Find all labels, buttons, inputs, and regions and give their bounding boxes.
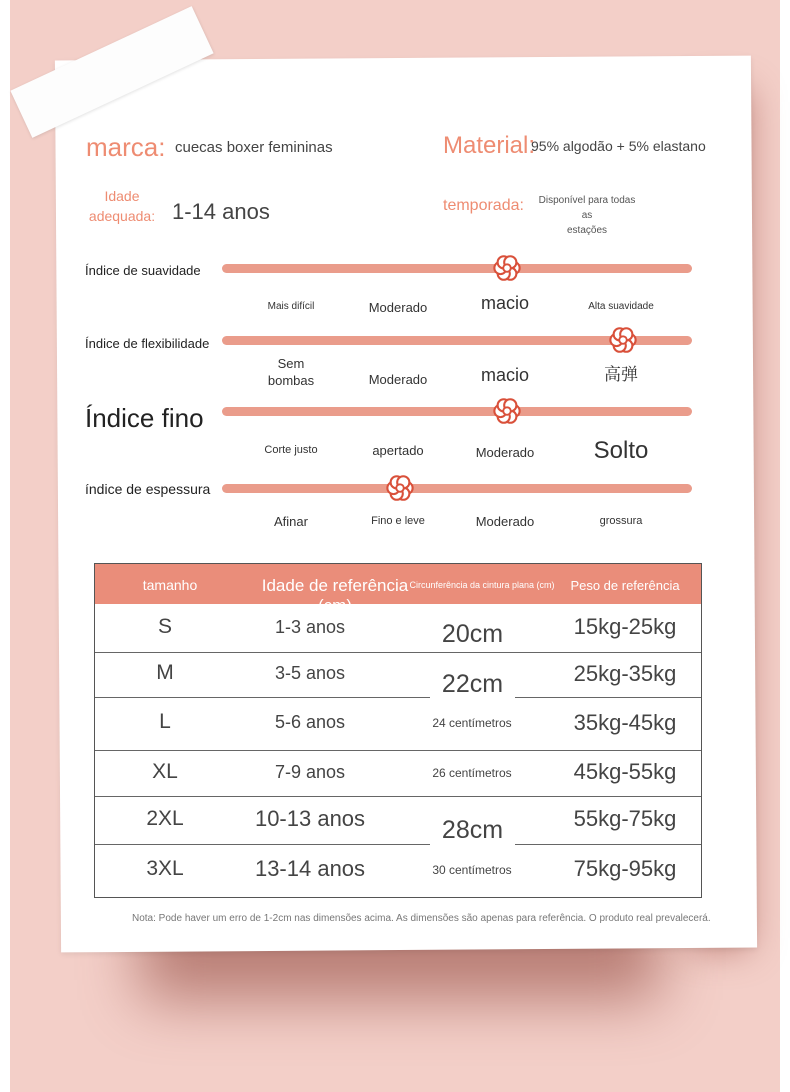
material-value: 95% algodão + 5% elastano xyxy=(531,138,706,154)
index-option: grossura xyxy=(599,515,643,527)
waist-merged-cell: 20cm xyxy=(430,620,515,649)
size-table xyxy=(94,563,702,898)
index-track xyxy=(222,484,692,493)
index-option: Afinar xyxy=(274,514,308,529)
size-cell: XL xyxy=(152,759,178,783)
flower-marker-icon xyxy=(492,253,522,283)
season-label: temporada: xyxy=(443,197,524,214)
flower-marker-icon xyxy=(492,396,522,426)
size-cell: S xyxy=(157,614,172,638)
left-border xyxy=(0,0,10,1092)
index-label: Índice de suavidade xyxy=(85,263,201,278)
footnote: Nota: Pode haver um erro de 1-2cm nas dimensões acima. As dimensões são apenas para referência. O produto real prevalecerá. xyxy=(132,913,711,924)
index-option: Corte justo xyxy=(264,444,318,456)
season-value-line2: estações xyxy=(566,225,608,236)
weight-cell: 35kg-45kg xyxy=(573,709,677,735)
age-cell: 13-14 anos xyxy=(254,856,366,882)
age-label-line1: Idade xyxy=(104,188,140,204)
age-label-line2: adequada: xyxy=(88,208,156,224)
flower-marker-icon xyxy=(385,473,415,503)
material-label: Material: xyxy=(443,132,536,159)
weight-cell: 25kg-35kg xyxy=(573,660,677,686)
brand-label: marca: xyxy=(86,132,166,162)
age-value: 1-14 anos xyxy=(172,199,270,224)
size-cell: 3XL xyxy=(146,856,184,880)
waist-cell: 30 centímetros xyxy=(432,862,512,877)
row-divider xyxy=(95,652,701,653)
header-size: tamanho xyxy=(142,577,198,593)
size-cell: M xyxy=(156,661,174,685)
waist-merged-cell: 28cm xyxy=(430,816,515,845)
brand-value: cuecas boxer femininas xyxy=(175,139,333,156)
season-value-line1: Disponível para todas as xyxy=(538,195,636,221)
size-cell: L xyxy=(159,710,171,734)
waist-cell: 26 centímetros xyxy=(432,765,512,780)
index-track xyxy=(222,264,692,273)
index-track xyxy=(222,407,692,416)
index-option: Fino e leve xyxy=(371,515,425,527)
index-option: Solto xyxy=(593,437,649,464)
table-header xyxy=(95,564,701,615)
index-option: 高弹 xyxy=(604,365,638,384)
waist-cell: 24 centímetros xyxy=(432,716,512,731)
age-cell: 10-13 anos xyxy=(254,806,366,832)
size-cell: 2XL xyxy=(146,806,184,830)
index-option: Sem bombas xyxy=(267,356,315,388)
index-option: Alta suavidade xyxy=(588,301,654,312)
index-label: Índice de flexibilidade xyxy=(85,336,210,351)
index-option: Mais difícil xyxy=(267,301,315,312)
waist-merged-cell: 22cm xyxy=(430,670,515,699)
index-label: índice de espessura xyxy=(85,481,211,497)
row-divider xyxy=(95,750,701,751)
index-option: Moderado xyxy=(475,445,535,460)
age-cell: 1-3 anos xyxy=(274,616,346,637)
row-divider xyxy=(95,697,701,698)
index-option: Moderado xyxy=(368,300,428,315)
age-cell: 5-6 anos xyxy=(274,712,346,733)
index-option: Moderado xyxy=(368,372,428,387)
index-option: apertado xyxy=(372,443,424,458)
season-value xyxy=(532,193,642,238)
age-label xyxy=(82,186,162,226)
weight-cell: 45kg-55kg xyxy=(573,759,677,785)
header-weight: Peso de referência xyxy=(570,578,680,593)
age-cell: 3-5 anos xyxy=(274,663,346,684)
row-divider xyxy=(95,796,701,797)
weight-cell: 55kg-75kg xyxy=(573,806,677,832)
header-age: Idade de referência (cm) xyxy=(261,576,409,615)
header-waist: Circunferência da cintura plana (cm) xyxy=(409,580,555,590)
flower-marker-icon xyxy=(608,325,638,355)
weight-cell: 15kg-25kg xyxy=(573,614,677,640)
right-border xyxy=(780,0,790,1092)
index-option: Moderado xyxy=(475,514,535,529)
index-option: macio xyxy=(480,293,529,313)
age-cell: 7-9 anos xyxy=(274,761,346,782)
index-option: macio xyxy=(480,365,529,385)
index-label: Índice fino xyxy=(85,403,204,433)
weight-cell: 75kg-95kg xyxy=(573,856,677,882)
row-divider xyxy=(95,844,701,845)
